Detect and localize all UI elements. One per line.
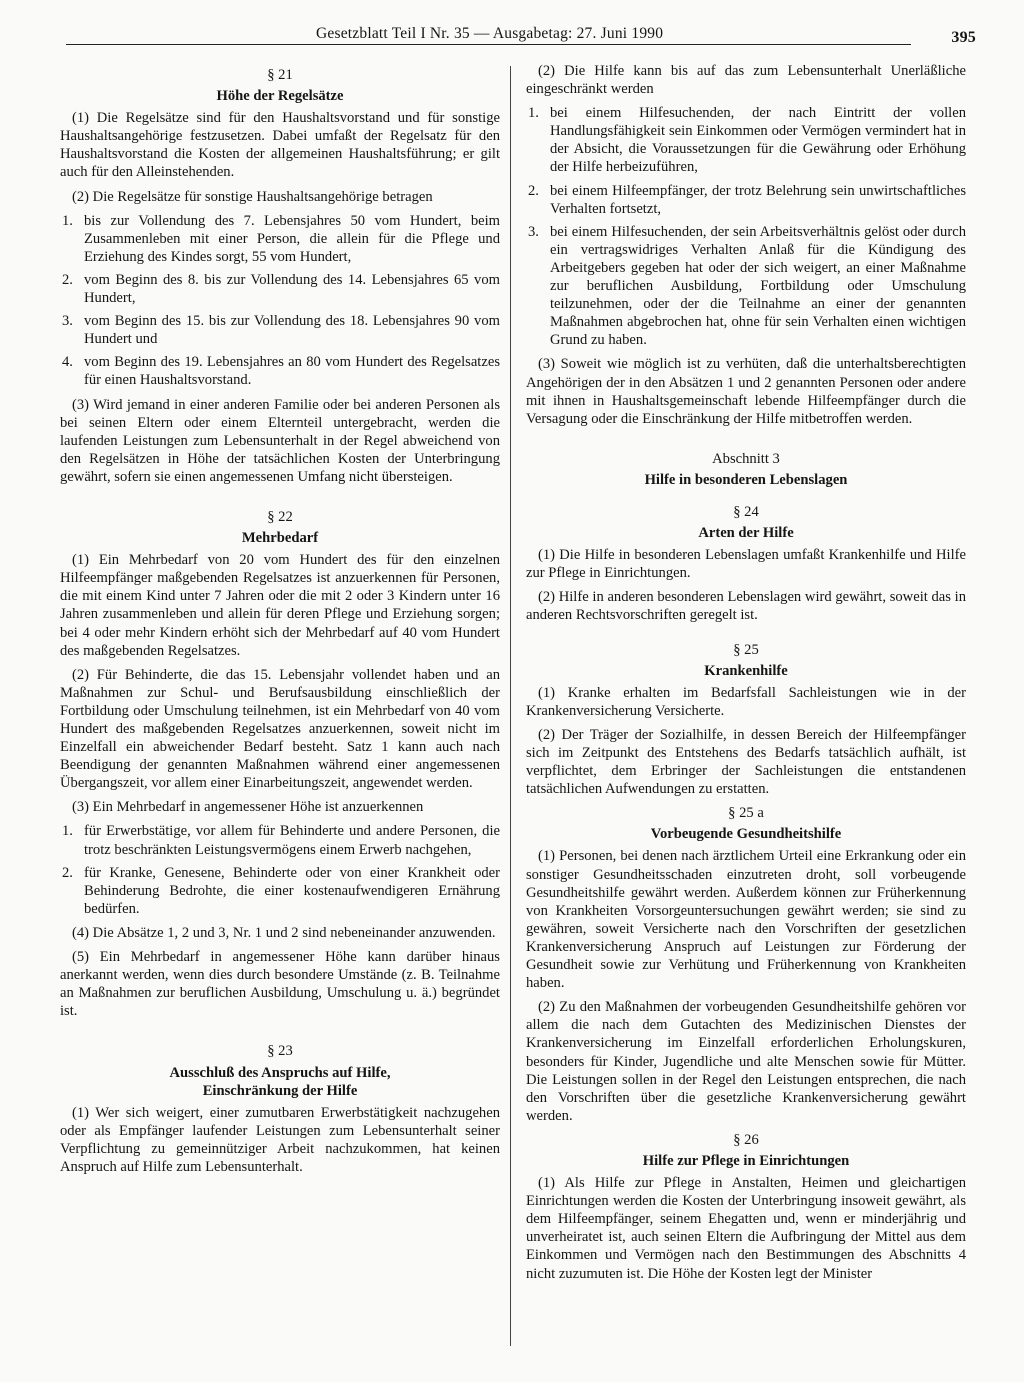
column-divider bbox=[510, 66, 511, 1346]
chapter-label: Abschnitt 3 bbox=[712, 450, 780, 467]
paragraph-24-1: (1) Die Hilfe in besonderen Lebenslagen umfaßt Krankenhilfe und Hilfe zur Pflege in Einrichtungen. bbox=[526, 547, 966, 582]
paragraph-22-5: (5) Ein Mehrbedarf in angemessener Höhe kann darüber hinaus anerkannt werden, wenn dies durch besondere Umstände (z. B. Teilnahme an Maßnahmen zur beruflichen Ausbildung, Umschulung u. ä.) begründet ist. bbox=[60, 949, 500, 1020]
list-item bbox=[60, 212, 500, 266]
header-title: Gesetzblatt Teil I Nr. 35 — Ausgabetag: 27. Juni 1990 bbox=[316, 25, 664, 42]
list-item-number: 1. bbox=[62, 823, 73, 840]
paragraph-22-4: (4) Die Absätze 1, 2 und 3, Nr. 1 und 2 sind nebeneinander anzuwenden. bbox=[72, 924, 496, 941]
paragraph-25a-1: (1) Personen, bei denen nach ärztlichem Urteil eine Erkrankung oder ein sonstiger Gesundheitsschaden einzutreten droht, soll vorbeugende Gesundheitshilfe gewährt werden. Außerdem können zur Früherkennung von Krankheiten Vorsorgeuntersuchungen gewährt werden; sie sind zu gewähren, soweit Versicherte nach den Vorschriften der gesetzlichen Krankenversicherung Anspruch auf Leistungen zur Förderung der Gesundheit sowie zur Verhütung und Früherkennung von Krankheiten haben. bbox=[526, 848, 966, 992]
list-item-text: bei einem Hilfesuchenden, der sein Arbeitsverhältnis gelöst oder durch ein vertragswidriges Verhalten Anlaß für die Kündigung des Arbeitgebers gegeben hat oder der sich weigert, an einer Maßnahme zur beruflichen Ausbildung, Fortbildung oder Umschulung teilzunehmen, oder der die Teilnahme an einer der genannten Maßnahmen abgebrochen hat, ohne für sein Verhalten einen wichtigen Grund zu haben. bbox=[550, 223, 966, 349]
paragraph-23-1: (1) Wer sich weigert, einer zumutbaren Erwerbstätigkeit nachzugehen oder als Empfänger laufender Leistungen zum Lebensunterhalt seiner Verpflichtung zu gemeinnütziger Arbeit nachzukommen, hat keinen Anspruch auf Hilfe zum Lebensunterhalt. bbox=[60, 1104, 500, 1175]
list-item-number: 4. bbox=[62, 354, 73, 371]
list-item-text: vom Beginn des 19. Lebensjahres an 80 vom Hundert des Regelsatzes für einen Haushaltsvorstand. bbox=[84, 354, 500, 389]
list-item-number: 2. bbox=[62, 864, 73, 881]
section-title-25: Krankenhilfe bbox=[704, 662, 788, 679]
paragraph-25a-2: (2) Zu den Maßnahmen der vorbeugenden Gesundheitshilfe gehören vor allem die nach dem Gutachten des Medizinischen Dienstes der Krankenversicherung im Einzelfall erforderlichen Erholungskuren, besonders für Kinder, Jugendliche und alte Menschen sowie für Mütter. Die Leistungen sollen in der Regel den Leistungen entsprechen, die nach den Vorschriften über die gesetzliche Krankenversicherung gewährt werden. bbox=[526, 999, 966, 1124]
section-number-21: § 21 bbox=[267, 67, 293, 83]
paragraph-24-2: (2) Hilfe in anderen besonderen Lebenslagen wird gewährt, soweit das in anderen Rechtsvorschriften geregelt ist. bbox=[526, 589, 966, 624]
list-21 bbox=[60, 212, 500, 390]
section-title-23-line1: Ausschluß des Anspruchs auf Hilfe, bbox=[169, 1064, 391, 1081]
section-title-23-line2: Einschränkung der Hilfe bbox=[202, 1082, 358, 1099]
left-column bbox=[60, 62, 500, 1182]
list-item-text: bei einem Hilfesuchenden, der nach Eintritt der vollen Handlungsfähigkeit sein Einkommen oder Vermögen vermindert hat in der Absicht, die Voraussetzungen für die Gewährung oder Erhöhung der Hilfe herbeizuführen, bbox=[550, 105, 966, 176]
list-item bbox=[526, 182, 966, 218]
list-item-text: für Kranke, Genesene, Behinderte oder von einer Krankheit oder Behinderung Bedrohte, die einer kostenaufwendigeren Ernährung bedürfen. bbox=[84, 864, 500, 917]
paragraph-21-1: (1) Die Regelsätze sind für den Haushaltsvorstand und für sonstige Haushaltsangehörige festzusetzen. Dabei umfaßt der Regelsatz für den Haushaltsvorstand die Kosten der allgemeinen Haushaltsführung; er gilt auch für den Alleinstehenden. bbox=[60, 110, 500, 181]
section-number-22: § 22 bbox=[267, 508, 293, 525]
list-item bbox=[60, 312, 500, 348]
list-item-number: 2. bbox=[62, 271, 73, 288]
paragraph-25-1: (1) Kranke erhalten im Bedarfsfall Sachleistungen wie in der Krankenversicherung Versicherte. bbox=[526, 684, 966, 719]
section-title-22: Mehrbedarf bbox=[241, 530, 319, 547]
paragraph-26-1: (1) Als Hilfe zur Pflege in Anstalten, Heimen und gleichartigen Einrichtungen werden die Kosten der Unterbringung insoweit gewährt, als dem Hilfeempfänger, seinem Ehegatten und, wenn er minderjährig und unverheiratet ist, auch seinen Eltern die Aufbringung der Mittel aus dem Einkommen und Vermögen nach den Bestimmungen des Abschnitts 4 nicht zuzumuten ist. Die Höhe der Kosten legt der Minister bbox=[526, 1175, 966, 1282]
list-item-number: 2. bbox=[528, 182, 539, 199]
paragraph-21-2: (2) Die Regelsätze für sonstige Haushaltsangehörige betragen bbox=[72, 188, 433, 205]
right-column bbox=[526, 62, 966, 1289]
section-number-23: § 23 bbox=[267, 1043, 293, 1060]
list-item-text: bei einem Hilfeempfänger, der trotz Belehrung sein unwirtschaftliches Verhalten fortsetzt, bbox=[550, 182, 966, 217]
list-item bbox=[60, 822, 500, 858]
paragraph-22-1: (1) Ein Mehrbedarf von 20 vom Hundert des für den einzelnen Hilfeempfänger maßgebenden Regelsatzes ist anzuerkennen für Personen, die mit einem Kind unter 7 Jahren oder die mit 2 oder 3 Kindern unter 16 Jahren zusammenleben und allein für deren Pflege und Erziehung sorgen; bei 4 oder mehr Kindern erhöht sich der Mehrbedarf auf 40 vom Hundert des maßgebenden Regelsatzes. bbox=[60, 552, 500, 659]
section-title-21: Höhe der Regelsätze bbox=[216, 88, 344, 105]
header-rule bbox=[66, 44, 911, 45]
section-title-25a: Vorbeugende Gesundheitshilfe bbox=[650, 826, 842, 843]
list-item-number: 1. bbox=[528, 105, 539, 122]
list-item bbox=[60, 353, 500, 389]
list-item-number: 3. bbox=[62, 313, 73, 330]
section-number-25a: § 25 a bbox=[728, 805, 764, 822]
section-title-24: Arten der Hilfe bbox=[698, 525, 794, 542]
paragraph-25-2: (2) Der Träger der Sozialhilfe, in dessen Bereich der Hilfeempfänger sich im Zeitpunkt des Entstehens des Bedarfs tatsächlich aufhält, ist verpflichtet, dem Erbringer der Sachleistungen die entstandenen tatsächlichen Aufwendungen zu erstatten. bbox=[526, 726, 966, 798]
section-number-25: § 25 bbox=[733, 641, 759, 658]
list-item bbox=[526, 104, 966, 176]
list-item-number: 1. bbox=[62, 212, 73, 229]
list-22 bbox=[60, 822, 500, 917]
list-item-text: vom Beginn des 8. bis zur Vollendung des 14. Lebensjahres 65 vom Hundert, bbox=[84, 271, 500, 307]
list-23 bbox=[526, 104, 966, 349]
list-item-text: für Erwerbstätige, vor allem für Behinderte und andere Personen, die trotz beschränkten Leistungsvermögens einem Erwerb nachgehen, bbox=[84, 823, 500, 858]
page-number: 395 bbox=[951, 29, 976, 46]
page-header bbox=[66, 21, 976, 51]
list-item-text: bis zur Vollendung des 7. Lebensjahres 50 vom Hundert, beim Zusammenleben mit einer Person, die allein für die Pflege und Erziehung des Kindes sorgt, 55 vom Hundert, bbox=[84, 212, 500, 265]
section-title-26: Hilfe zur Pflege in Einrichtungen bbox=[642, 1152, 850, 1169]
list-item-text: vom Beginn des 15. bis zur Vollendung des 18. Lebensjahres 90 vom Hundert und bbox=[84, 313, 500, 348]
paragraph-23-2: (2) Die Hilfe kann bis auf das zum Lebensunterhalt Unerläßliche eingeschränkt werden bbox=[526, 63, 966, 98]
chapter-title: Hilfe in besonderen Lebenslagen bbox=[644, 471, 848, 488]
section-number-26: § 26 bbox=[733, 1131, 759, 1148]
list-item bbox=[60, 864, 500, 918]
list-item bbox=[526, 223, 966, 350]
paragraph-21-3: (3) Wird jemand in einer anderen Familie oder bei anderen Personen als bei seinen Eltern oder einem Elternteil untergebracht, werden die laufenden Leistungen zum Lebensunterhalt in der Regel abweichend von den Regelsätzen in Höhe der tatsächlichen Kosten der Unterbringung gewährt, sofern sie einen angemessenen Umfang nicht übersteigen. bbox=[60, 396, 500, 485]
list-item bbox=[60, 271, 500, 307]
paragraph-22-3: (3) Ein Mehrbedarf in angemessener Höhe ist anzuerkennen bbox=[72, 799, 424, 816]
paragraph-22-2: (2) Für Behinderte, die das 15. Lebensjahr vollendet haben und an Maßnahmen zur Schul- und Berufsausbildung einschließlich der Fortbildung oder Umschulung teilnehmen, ist ein Mehrbedarf von 40 vom Hundert des maßgebenden Regelsatzes anzuerkennen, soweit nicht im Einzelfall ein abweichender Bedarf besteht. Satz 1 kann auch nach Beendigung der genannten Maßnahmen während einer angemessenen Übergangszeit, vor allem einer Einarbeitungszeit, angewendet werden. bbox=[60, 666, 500, 792]
paragraph-23-3: (3) Soweit wie möglich ist zu verhüten, daß die unterhaltsberechtigten Angehörigen der in den Absätzen 1 und 2 genannten Personen oder andere mit ihnen in Haushaltsgemeinschaft lebende Hilfeempfänger durch die Versagung oder die Einschränkung der Hilfe mitbetroffen werden. bbox=[526, 356, 966, 427]
section-number-24: § 24 bbox=[733, 503, 759, 520]
list-item-number: 3. bbox=[528, 223, 539, 240]
